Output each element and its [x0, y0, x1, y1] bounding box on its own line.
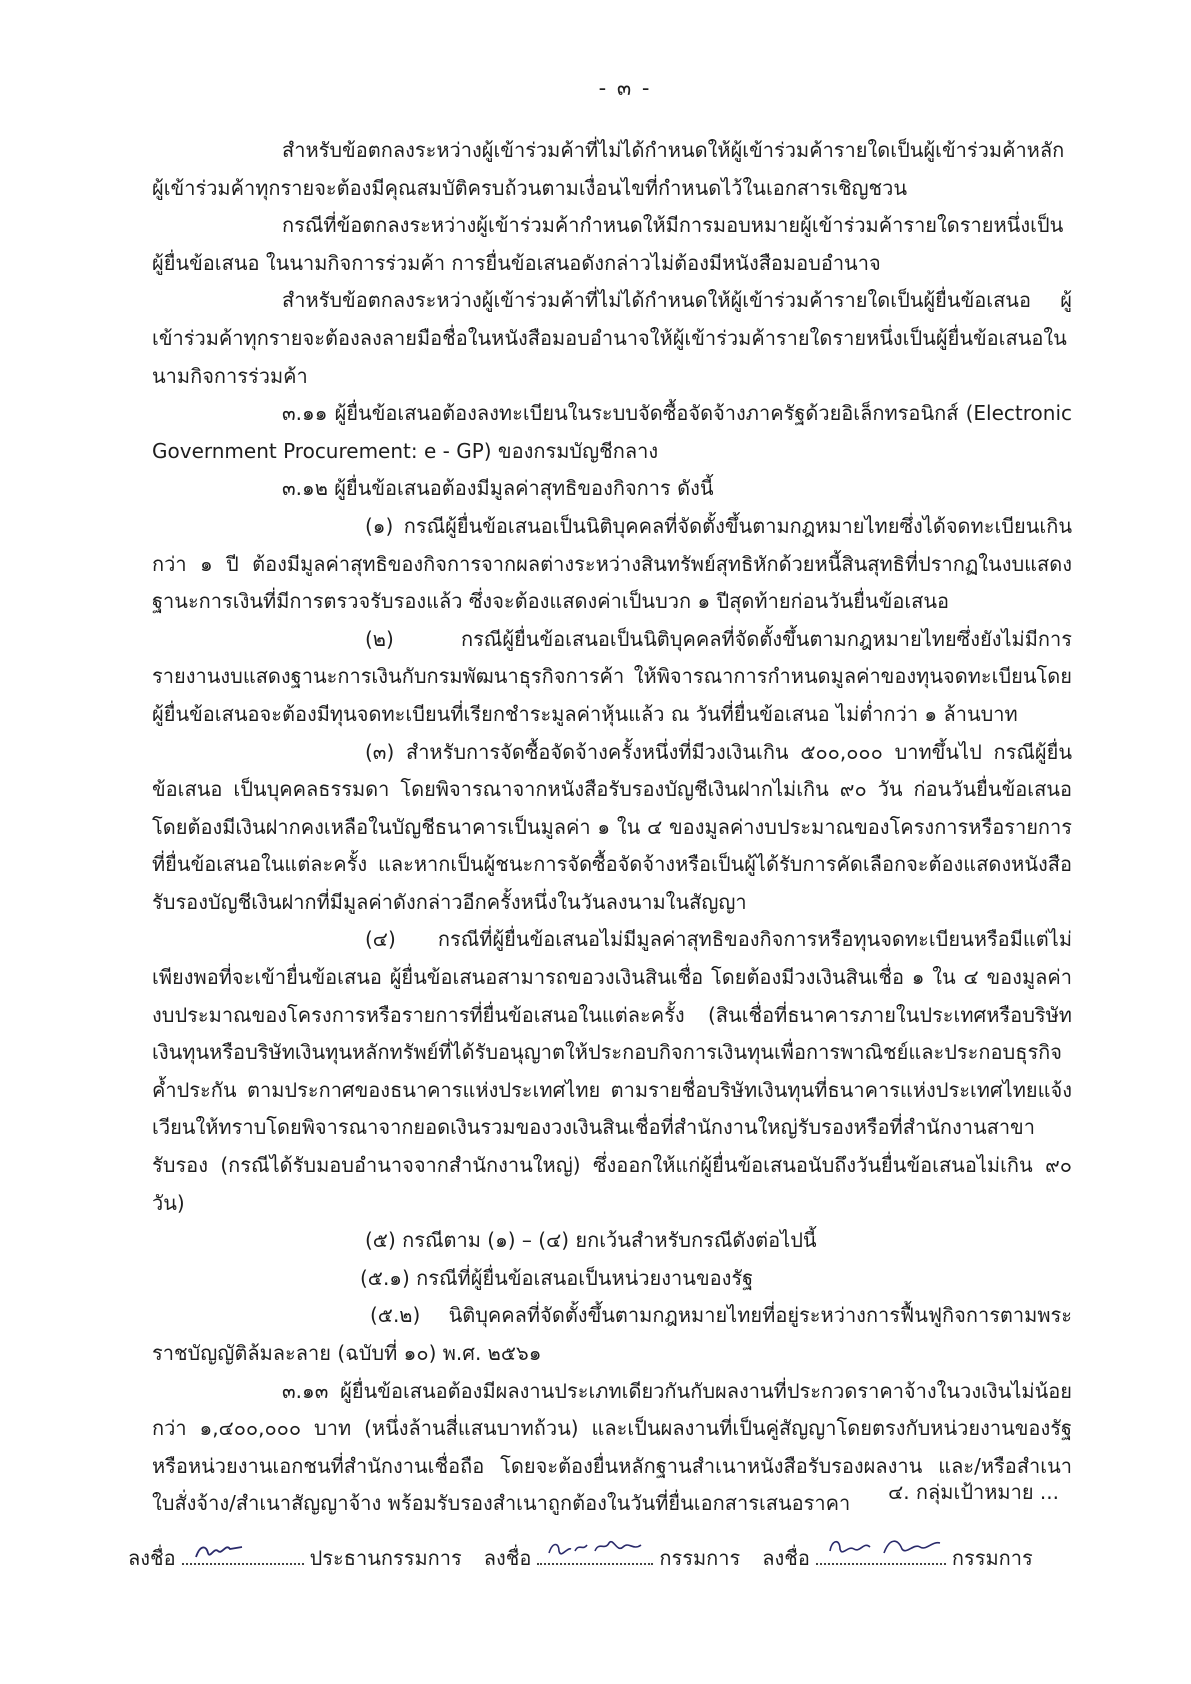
signature-block-member-2	[762, 1542, 1032, 1574]
paragraph-clause-3-13: ๓.๑๓ ผู้ยื่นข้อเสนอต้องมีผลงานประเภทเดียวกันกับผลงานที่ประกวดราคาจ้างในวงเงินไม่น้อยกว่า ๑,๔๐๐,๐๐๐ บาท (หนึ่งล้านสี่แสนบาทถ้วน) และเป็นผลงานที่เป็นคู่สัญญาโดยตรงกับหน่วยงานของรัฐหรือหน่วยงานเอกชนที่สำนักงานเชื่อถือ โดยจะต้องยื่นหลักฐานสำเนาหนังสือรับรองผลงาน และ/หรือสำเนาใบสั่งจ้าง/สำเนาสัญญาจ้าง พร้อมรับรองสำเนาถูกต้องในวันที่ยื่นเอกสารเสนอราคา	[152, 1378, 1072, 1516]
handwritten-signature	[190, 1537, 260, 1563]
signature-row	[128, 1542, 1078, 1574]
paragraph-joint-venture-qualification: สำหรับข้อตกลงระหว่างผู้เข้าร่วมค้าที่ไม่ได้กำหนดให้ผู้เข้าร่วมค้ารายใดเป็นผู้เข้าร่วมค้าหลัก ผู้เข้าร่วมค้าทุกรายจะต้องมีคุณสมบัติครบถ้วนตามเงื่อนไขที่กำหนดไว้ในเอกสารเชิญชวน	[152, 138, 1065, 200]
paragraph-clause-3-12-2: (๒) กรณีผู้ยื่นข้อเสนอเป็นนิติบุคคลที่จัดตั้งขึ้นตามกฎหมายไทยซึ่งยังไม่มีการรายงานงบแสดงฐานะการเงินกับกรมพัฒนาธุรกิจการค้า ให้พิจารณาการกำหนดมูลค่าของทุนจดทะเบียนโดยผู้ยื่นข้อเสนอจะต้องมีทุนจดทะเบียนที่เรียกชำระมูลค่าหุ้นแล้ว ณ วันที่ยื่นข้อเสนอ ไม่ต่ำกว่า ๑ ล้านบาท	[152, 626, 1072, 726]
signature-line	[816, 1543, 946, 1565]
paragraph-clause-3-12-5-1: (๕.๑) กรณีที่ผู้ยื่นข้อเสนอเป็นหน่วยงานของรัฐ	[360, 1265, 754, 1290]
signature-role: ประธานกรรมการ	[309, 1546, 462, 1570]
paragraph-joint-venture-power-of-attorney: สำหรับข้อตกลงระหว่างผู้เข้าร่วมค้าที่ไม่ได้กำหนดให้ผู้เข้าร่วมค้ารายใดเป็นผู้ยื่นข้อเสนอ ผู้เข้าร่วมค้าทุกรายจะต้องลงลายมือชื่อในหนังสือมอบอำนาจให้ผู้เข้าร่วมค้ารายใดรายหนึ่งเป็นผู้ยื่นข้อเสนอในนามกิจการร่วมค้า	[152, 288, 1072, 388]
paragraph-joint-venture-delegation: กรณีที่ข้อตกลงระหว่างผู้เข้าร่วมค้ากำหนดให้มีการมอบหมายผู้เข้าร่วมค้ารายใดรายหนึ่งเป็นผู้ยื่นข้อเสนอ ในนามกิจการร่วมค้า การยื่นข้อเสนอดังกล่าวไม่ต้องมีหนังสือมอบอำนาจ	[152, 213, 1064, 275]
signature-line	[182, 1543, 304, 1565]
paragraph-clause-3-12-1: (๑) กรณีผู้ยื่นข้อเสนอเป็นนิติบุคคลที่จัดตั้งขึ้นตามกฎหมายไทยซึ่งได้จดทะเบียนเกินกว่า ๑ ปี ต้องมีมูลค่าสุทธิของกิจการจากผลต่างระหว่างสินทรัพย์สุทธิหักด้วยหนี้สินสุทธิที่ปรากฏในงบแสดงฐานะการเงินที่มีการตรวจรับรองแล้ว ซึ่งจะต้องแสดงค่าเป็นบวก ๑ ปีสุดท้ายก่อนวันยื่นข้อเสนอ	[152, 513, 1072, 614]
signature-prefix: ลงชื่อ	[128, 1546, 176, 1570]
handwritten-signature	[545, 1529, 653, 1563]
continuation-note: ๔. กลุ่มเป้าหมาย ...	[888, 1480, 1059, 1504]
page-number: - ๓ -	[598, 76, 652, 100]
signature-block-member-1	[484, 1542, 740, 1574]
signature-prefix: ลงชื่อ	[762, 1546, 810, 1570]
signature-line	[537, 1543, 653, 1565]
signature-block-chairman	[128, 1542, 462, 1574]
document-body	[152, 132, 1072, 1523]
signature-role: กรรมการ	[951, 1546, 1033, 1570]
signature-role: กรรมการ	[659, 1546, 741, 1570]
paragraph-clause-3-12-5-2: (๕.๒) นิติบุคคลที่จัดตั้งขึ้นตามกฎหมายไทยที่อยู่ระหว่างการฟื้นฟูกิจการตามพระราชบัญญัติล้มละลาย (ฉบับที่ ๑๐) พ.ศ. ๒๕๖๑	[152, 1303, 1072, 1365]
paragraph-clause-3-12-4: (๔) กรณีที่ผู้ยื่นข้อเสนอไม่มีมูลค่าสุทธิของกิจการหรือทุนจดทะเบียนหรือมีแต่ไม่เพียงพอที่จะเข้ายื่นข้อเสนอ ผู้ยื่นข้อเสนอสามารถขอวงเงินสินเชื่อ โดยต้องมีวงเงินสินเชื่อ ๑ ใน ๔ ของมูลค่างบประมาณของโครงการหรือรายการที่ยื่นข้อเสนอในแต่ละครั้ง (สินเชื่อที่ธนาคารภายในประเทศหรือบริษัทเงินทุนหรือบริษัทเงินทุนหลักทรัพย์ที่ได้รับอนุญาตให้ประกอบกิจการเงินทุนเพื่อการพาณิชย์และประกอบธุรกิจค้ำประกัน ตามประกาศของธนาคารแห่งประเทศไทย ตามรายชื่อบริษัทเงินทุนที่ธนาคารแห่งประเทศไทยแจ้งเวียนให้ทราบโดยพิจารณาจากยอดเงินรวมของวงเงินสินเชื่อที่สำนักงานใหญ่รับรองหรือที่สำนักงานสาขารับรอง (กรณีได้รับมอบอำนาจจากสำนักงานใหญ่) ซึ่งออกให้แก่ผู้ยื่นข้อเสนอนับถึงวันยื่นข้อเสนอไม่เกิน ๙๐ วัน)	[152, 927, 1072, 1215]
signature-prefix: ลงชื่อ	[483, 1546, 532, 1570]
handwritten-signature	[824, 1529, 944, 1563]
paragraph-clause-3-12-3: (๓) สำหรับการจัดซื้อจัดจ้างครั้งหนึ่งที่มีวงเงินเกิน ๕๐๐,๐๐๐ บาทขึ้นไป กรณีผู้ยื่นข้อเสนอ เป็นบุคคลธรรมดา โดยพิจารณาจากหนังสือรับรองบัญชีเงินฝากไม่เกิน ๙๐ วัน ก่อนวันยื่นข้อเสนอ โดยต้องมีเงินฝากคงเหลือในบัญชีธนาคารเป็นมูลค่า ๑ ใน ๔ ของมูลค่างบประมาณของโครงการหรือรายการที่ยื่นข้อเสนอในแต่ละครั้ง และหากเป็นผู้ชนะการจัดซื้อจัดจ้างหรือเป็นผู้ได้รับการคัดเลือกจะต้องแสดงหนังสือรับรองบัญชีเงินฝากที่มีมูลค่าดังกล่าวอีกครั้งหนึ่งในวันลงนามในสัญญา	[152, 739, 1072, 914]
paragraph-clause-3-11: ๓.๑๑ ผู้ยื่นข้อเสนอต้องลงทะเบียนในระบบจัดซื้อจัดจ้างภาครัฐด้วยอิเล็กทรอนิกส์ (Electronic Government Procurement: e - GP) ของกรมบัญชีกลาง	[152, 401, 1072, 463]
paragraph-clause-3-12-5: (๕) กรณีตาม (๑) – (๔) ยกเว้นสำหรับกรณีดังต่อไปนี้	[365, 1228, 817, 1253]
paragraph-clause-3-12: ๓.๑๒ ผู้ยื่นข้อเสนอต้องมีมูลค่าสุทธิของกิจการ ดังนี้	[282, 476, 714, 501]
